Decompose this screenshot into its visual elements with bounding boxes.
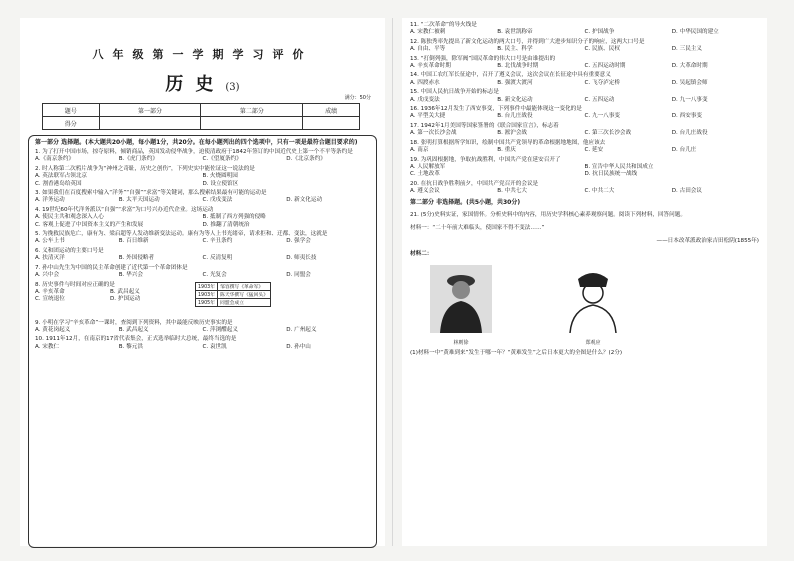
option[interactable]: B. 台儿庄战役 [497, 113, 533, 120]
material-one: 材料一：“二十年前大难临头，使国家不得不变法……” [410, 225, 545, 232]
section1-box [28, 135, 377, 548]
full-score: 满分：50分 [344, 95, 371, 101]
option[interactable]: D.《北京条约》 [286, 156, 326, 163]
option[interactable]: D. 广州起义 [286, 326, 317, 333]
score-cell: 第一部分 [99, 104, 201, 117]
question: 12. 陈独秀率先提出了新文化运动的两大口号，并得到广大进步知识分子的响应，这两大口号是 A. 自由、平等 B. 民主、科学 C. 民族、民权 D. 三民主义 [410, 39, 759, 54]
option[interactable]: A. 宋教仁 [35, 343, 60, 350]
option[interactable]: C. 中共二大 [584, 188, 615, 195]
score-table [42, 103, 360, 130]
portrait-figure-icon [562, 265, 624, 333]
option[interactable]: A. 使民主共和观念深入人心 [35, 214, 104, 221]
question: 4. 19世纪60年代洋务派以“自强”“求富”为口号兴办近代企业。这场运动 A. 使民主共和观念深入人心 B. 抵制了西方列强的侵略 C. 客观上促进了中国资本主义的产生和发展 D. 推翻了清朝统治 [35, 207, 370, 229]
score-cell: 第二部分 [201, 104, 303, 117]
option[interactable]: C. 土地改革 [410, 171, 440, 178]
option[interactable]: D. 护国运动 [110, 296, 141, 303]
option[interactable]: B. 新文化运动 [497, 96, 533, 103]
question: 7. 孙中山先生为中国的民主革命创建了近代第一个革命团体是 A. 兴中会 B. 华兴会 C. 光复会 D. 同盟会 [35, 265, 370, 280]
q21-stem: 21. (5分)史料实证，家国情怀。分析史料中的内容，用历史学科核心素养观察问题。阅读下列材料，回答问题。 [410, 212, 686, 219]
question: 16. 1936年12月发生了西安事变，下列事件中最能体现这一变化的是 A. 平型关大捷 B. 台儿庄战役 C. 九一八事变 D. 西安事变 [410, 106, 759, 121]
option[interactable]: C. 飞夺泸定桥 [584, 79, 620, 86]
material-two: 材料二： [410, 251, 433, 258]
option[interactable]: B. 武昌起义 [110, 288, 140, 295]
option[interactable]: C. 五四运动时期 [584, 63, 626, 70]
option[interactable]: C.《望厦条约》 [202, 156, 242, 163]
question: 18. 张明打算根据所学知识，绘制中国共产党领导的革命根据地地图，他应该去 A. 南京 B. 重庆 C. 延安 D. 台儿庄 [410, 140, 759, 155]
question: 6. 义和团运动的主要口号是 A. 扶清灭洋 B. 外国侵略者 C. 反清复明 D. 师夷长技 [35, 248, 370, 263]
option[interactable]: D. 三民主义 [671, 46, 702, 53]
event-table [195, 282, 271, 307]
option[interactable]: D. 推翻了清朝统治 [202, 221, 250, 228]
fold-line [392, 18, 393, 546]
question: 15. 中国人民抗日战争开始的标志是 A. 戊戌变法 B. 新文化运动 C. 五四运动 D. 九一八事变 [410, 89, 759, 104]
question: 17. 1942年1月美国等国家签署的《联合国家宣言》，标志着 A. 第一次长沙会战 B. 淞沪会战 C. 第三次长沙会战 D. 台儿庄战役 [410, 123, 759, 138]
score-cell: 成绩 [303, 104, 360, 117]
option[interactable]: B. 强渡大渡河 [497, 79, 533, 86]
section2-title: 第二部分 非选择题。(共5小题，共30分) [410, 198, 521, 206]
option[interactable]: A. 辛亥革命 [35, 288, 65, 295]
option[interactable]: D. 孙中山 [286, 343, 311, 350]
option[interactable]: C. 光复会 [202, 272, 227, 279]
option[interactable]: B. 中共七大 [497, 188, 528, 195]
question: 9. 小明在学习“辛亥革命”一课时，查阅到下列资料，其中最能反映历史事实的是 A. 黄花岗起义 B. 武昌起义 C. 萍浏醴起义 D. 广州起义 [35, 320, 370, 335]
option[interactable]: D. 设立使馆区 [202, 180, 239, 187]
option[interactable]: C. 五四运动 [584, 96, 615, 103]
option[interactable]: B. 华兴会 [118, 272, 143, 279]
option[interactable]: A. 公车上书 [35, 238, 65, 245]
option[interactable]: B. 外国侵略者 [118, 255, 155, 262]
subject-title: 历史(3) [165, 74, 240, 95]
option[interactable]: D. 抗日民族统一战线 [584, 171, 638, 178]
option[interactable]: A. 扶清灭洋 [35, 255, 65, 262]
option[interactable]: C. 袁世凯 [202, 343, 227, 350]
question: 20. 在抗日战争胜利前夕，中国共产党召开的会议是 A. 遵义会议 B. 中共七大 C. 中共二大 D. 古田会议 [410, 181, 759, 196]
option[interactable]: A. 平型关大捷 [410, 113, 446, 120]
option[interactable]: B. 淞沪会战 [497, 130, 528, 137]
option[interactable]: D. 强学会 [286, 238, 311, 245]
option[interactable]: B. 黎元洪 [118, 343, 143, 350]
option[interactable]: D. 师夷长技 [286, 255, 317, 262]
option[interactable]: A. 自由、平等 [410, 46, 446, 53]
option[interactable]: B. 民主、科学 [497, 46, 533, 53]
table-cell: 1903年 [196, 290, 218, 298]
grade-line: 八年级第一学期学习评价 [92, 48, 313, 61]
left-page [20, 18, 385, 546]
portraits [430, 265, 759, 346]
option[interactable]: A. 宋教仁被刺 [410, 29, 446, 36]
score-cell: 得分 [43, 117, 100, 130]
option[interactable]: C. 民族、民权 [584, 46, 620, 53]
option[interactable]: D. 中华民国的建立 [671, 29, 719, 36]
option[interactable]: C. 萍浏醴起义 [202, 326, 238, 333]
option[interactable]: B. 太平天国运动 [118, 197, 160, 204]
option[interactable]: B. 百日维新 [118, 238, 149, 245]
table-cell: 同盟会成立 [218, 298, 271, 306]
option[interactable]: D. 吴起镇会师 [671, 79, 708, 86]
option[interactable]: B. 抵制了西方列强的侵略 [202, 214, 266, 221]
question: 10. 1911年12月，在南京的17省代表集会，正式选举临时大总统，最终当选的是 A. 宋教仁 B. 黎元洪 C. 袁世凯 D. 孙中山 [35, 336, 370, 351]
table-cell: 陈天华撰写《猛回头》 [218, 290, 271, 298]
question: 13. “打倒列强，除军阀”国民革命的伟大口号是由谁提出的 A. 辛亥革命时期 B. 北伐战争时期 C. 五四运动时期 D. 大革命时期 [410, 56, 759, 71]
option[interactable]: A.《南京条约》 [35, 156, 75, 163]
option[interactable]: B.《虎门条约》 [118, 156, 158, 163]
option[interactable]: B. 袁世凯称帝 [497, 29, 533, 36]
right-page [402, 18, 767, 546]
score-cell: 题号 [43, 104, 100, 117]
portrait-figure-icon [430, 265, 492, 333]
option[interactable]: C. 割香港岛给英国 [35, 180, 82, 187]
table-cell: 1903年 [196, 282, 218, 290]
option[interactable]: D. 台儿庄战役 [671, 130, 708, 137]
score-cell[interactable] [99, 117, 201, 130]
option[interactable]: A. 兴中会 [35, 272, 60, 279]
question: 5. 为挽救民族危亡，康有为、梁启超等人发动维新变法运动。康有为等人上书光绪帝，请求拒和、迁都、变法，这就是 A. 公车上书 B. 百日维新 C. 辛丑条约 D. 强学会 [35, 231, 370, 246]
option[interactable]: A. 第一次长沙会战 [410, 130, 457, 137]
material-source: ——日本改革派政治家吉田松阴(1855年) [656, 238, 759, 245]
option[interactable]: A. 洋务运动 [35, 197, 65, 204]
score-cell[interactable] [303, 117, 360, 130]
option[interactable]: C. 反清复明 [202, 255, 233, 262]
option[interactable]: A. 戊戌变法 [410, 96, 440, 103]
option[interactable]: D. 新文化运动 [286, 197, 323, 204]
option[interactable]: D. 同盟会 [286, 272, 311, 279]
question: 3. 如果我们在百度搜索中输入“洋务”“自强”“求富”等关键词，那么搜索结果最有可能的运动是 A. 洋务运动 B. 太平天国运动 C. 戊戌变法 D. 新文化运动 [35, 190, 370, 205]
question: 14. 中国工农红军长征途中，召开了遵义会议，这次会议在长征途中具有重要意义 A. 四渡赤水 B. 强渡大渡河 C. 飞夺泸定桥 D. 吴起镇会师 [410, 72, 759, 87]
table-cell: 邹容撰写《革命军》 [218, 282, 271, 290]
option[interactable]: D. 大革命时期 [671, 63, 708, 70]
option[interactable]: A. 四渡赤水 [410, 79, 440, 86]
option[interactable]: B. 武昌起义 [118, 326, 149, 333]
option[interactable]: A. 遵义会议 [410, 188, 440, 195]
portrait-1 [430, 265, 492, 346]
option[interactable]: C. 辛丑条约 [202, 238, 233, 245]
section1-title: 第一部分 选择题。(本大题共20小题，每小题1分，共20分。在每小题列出的四个选项中，只有一项是最符合题目要求的) [35, 139, 358, 146]
table-cell: 1905年 [196, 298, 218, 306]
option[interactable]: C. 第三次长沙会战 [584, 130, 632, 137]
portrait-caption: 郑观应 [585, 339, 601, 346]
option[interactable]: C. 宣统退位 [35, 296, 65, 303]
option[interactable]: C. 护国战争 [584, 29, 615, 36]
option[interactable]: D. 九一八事变 [671, 96, 708, 103]
option[interactable]: B. 北伐战争时期 [497, 63, 539, 70]
question: 19. 为巩固根据地，争取抗战胜利，中国共产党在延安召开了 A. 人民解放军 B. 宣告中华人民共和国成立 C. 土地改革 D. 抗日民族统一战线 [410, 157, 759, 179]
question: 2. 时人称第二次鸦片战争为“神州之奇耻，历史之创伤”，下列史实中能佐证这一说法的是 A. 英法联军占领北京 B. 火烧圆明园 C. 割香港岛给英国 D. 设立使馆区 [35, 166, 370, 188]
option[interactable]: C. 客观上促进了中国资本主义的产生和发展 [35, 221, 144, 228]
right-questions [402, 18, 767, 367]
option[interactable]: A. 人民解放军 [410, 163, 446, 170]
option[interactable]: D. 西安事变 [671, 113, 702, 120]
option[interactable]: C. 戊戌变法 [202, 197, 233, 204]
option[interactable]: B. 火烧圆明园 [202, 173, 238, 180]
question: 11. “二次革命”的导火线是 A. 宋教仁被刺 B. 袁世凯称帝 C. 护国战争 D. 中华民国的建立 [410, 22, 759, 37]
score-cell[interactable] [201, 117, 303, 130]
option[interactable]: D. 古田会议 [671, 188, 702, 195]
option[interactable]: A. 辛亥革命时期 [410, 63, 451, 70]
portrait-caption: 林则徐 [453, 339, 469, 346]
question: 1. 为了打开中国市场，掠夺原料，倾销商品，英国发动侵华战争，迫使清政府于1842年签订的中国近代史上第一个不平等条约是 A.《南京条约》 B.《虎门条约》 C.《望厦条约》 D.《北京条约》 [35, 149, 370, 164]
option[interactable]: C. 九一八事变 [584, 113, 620, 120]
portrait-2 [562, 265, 624, 346]
question: 8. 历史事件与时间对应正确的是 A. 辛亥革命 B. 武昌起义 C. 宣统退位 D. 护国运动 1903年 邹容撰写《革命军》 1903年 陈天华撰写《猛回头》 1905年 同盟会成立 [35, 282, 370, 318]
option[interactable]: D. 台儿庄 [671, 147, 697, 154]
option[interactable]: A. 黄花岗起义 [35, 326, 71, 333]
option[interactable]: B. 重庆 [497, 147, 516, 154]
option[interactable]: B. 宣告中华人民共和国成立 [584, 163, 654, 170]
option[interactable]: A. 南京 [410, 147, 429, 154]
option[interactable]: A. 英法联军占领北京 [35, 173, 88, 180]
option[interactable]: C. 延安 [584, 147, 604, 154]
q21-sub1: (1)材料一中“黄难到来”发生于哪一年？“黄难发生”之后日本更大的全图是什么？(2分) [410, 349, 623, 356]
